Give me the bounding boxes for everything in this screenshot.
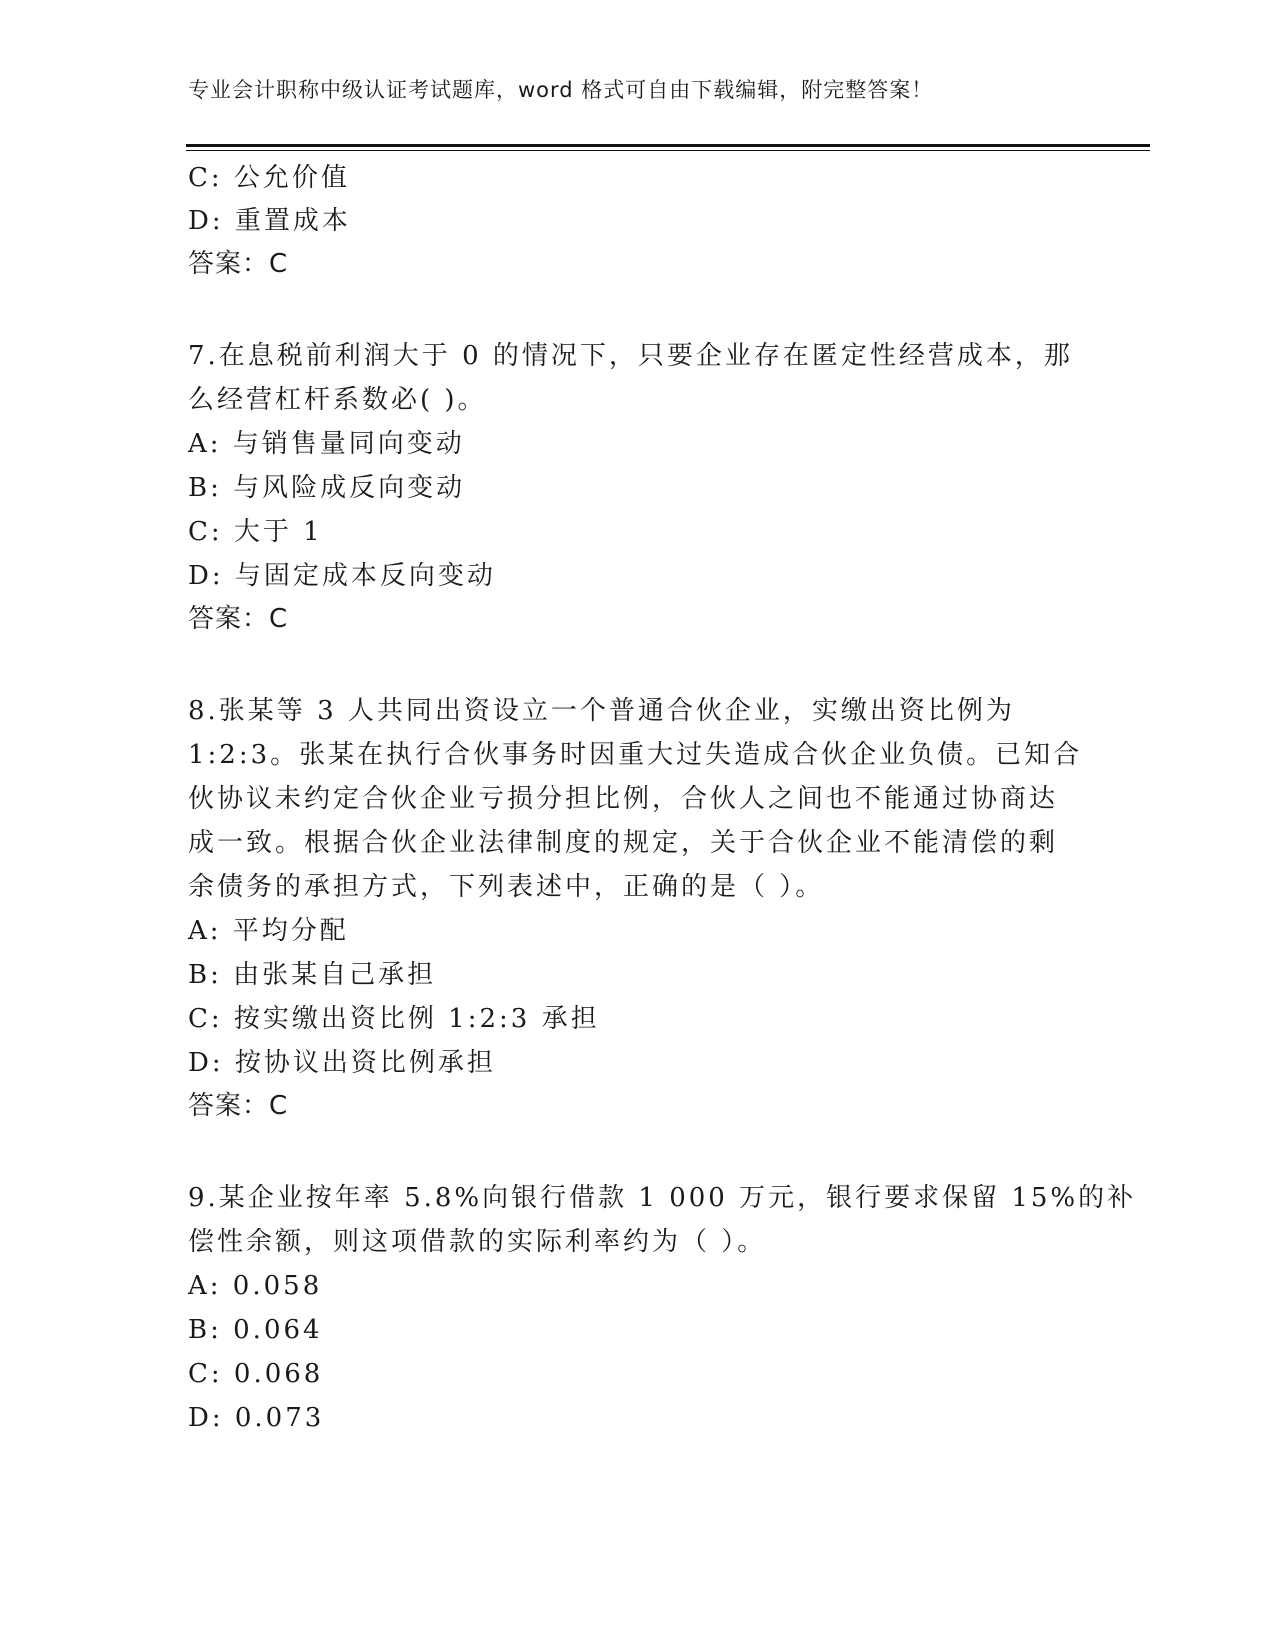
page-header: 专业会计职称中级认证考试题库，word 格式可自由下载编辑，附完整答案！ <box>188 78 934 102</box>
q9-option-a: A: 0.058 <box>188 1271 323 1301</box>
q9-option-c: C: 0.068 <box>188 1359 324 1389</box>
q8-stem-line-2: 1:2:3。张某在执行合伙事务时因重大过失造成合伙企业负债。已知合 <box>188 740 1083 770</box>
q7-option-a: A: 与销售量同向变动 <box>188 429 465 459</box>
q8-stem-line-5: 余债务的承担方式，下列表述中，正确的是（ ）。 <box>188 872 825 902</box>
q9-option-d: D: 0.073 <box>188 1403 325 1433</box>
q6-answer: 答案：C <box>188 249 289 279</box>
q7-option-d: D: 与固定成本反向变动 <box>188 561 496 591</box>
q8-option-d: D: 按协议出资比例承担 <box>188 1048 496 1078</box>
q8-option-b: B: 由张某自己承担 <box>188 960 437 990</box>
header-divider-thin <box>186 150 1150 151</box>
header-divider-thick <box>186 144 1150 147</box>
q6-option-d: D: 重置成本 <box>188 206 351 236</box>
q7-answer: 答案：C <box>188 604 289 634</box>
q9-stem-line-2: 偿性余额，则这项借款的实际利率约为（ ）。 <box>188 1227 767 1257</box>
q7-stem-line-1: 7.在息税前利润大于 0 的情况下，只要企业存在匿定性经营成本，那 <box>188 341 1073 371</box>
q7-option-c: C: 大于 1 <box>188 517 323 547</box>
q8-option-a: A: 平均分配 <box>188 916 349 946</box>
q8-stem-line-3: 伙协议未约定合伙企业亏损分担比例，合伙人之间也不能通过协商达 <box>188 784 1059 814</box>
q9-stem-line-1: 9.某企业按年率 5.8%向银行借款 1 000 万元，银行要求保留 15%的补 <box>188 1183 1137 1213</box>
q9-option-b: B: 0.064 <box>188 1315 323 1345</box>
q8-answer: 答案：C <box>188 1091 289 1121</box>
q8-stem-line-1: 8.张某等 3 人共同出资设立一个普通合伙企业，实缴出资比例为 <box>188 696 1015 726</box>
q6-option-c: C: 公允价值 <box>188 163 350 193</box>
q8-stem-line-4: 成一致。根据合伙企业法律制度的规定，关于合伙企业不能清偿的剩 <box>188 828 1059 858</box>
q7-stem-line-2: 么经营杠杆系数必( )。 <box>188 385 487 415</box>
q7-option-b: B: 与风险成反向变动 <box>188 473 466 503</box>
q8-option-c: C: 按实缴出资比例 1:2:3 承担 <box>188 1004 600 1034</box>
